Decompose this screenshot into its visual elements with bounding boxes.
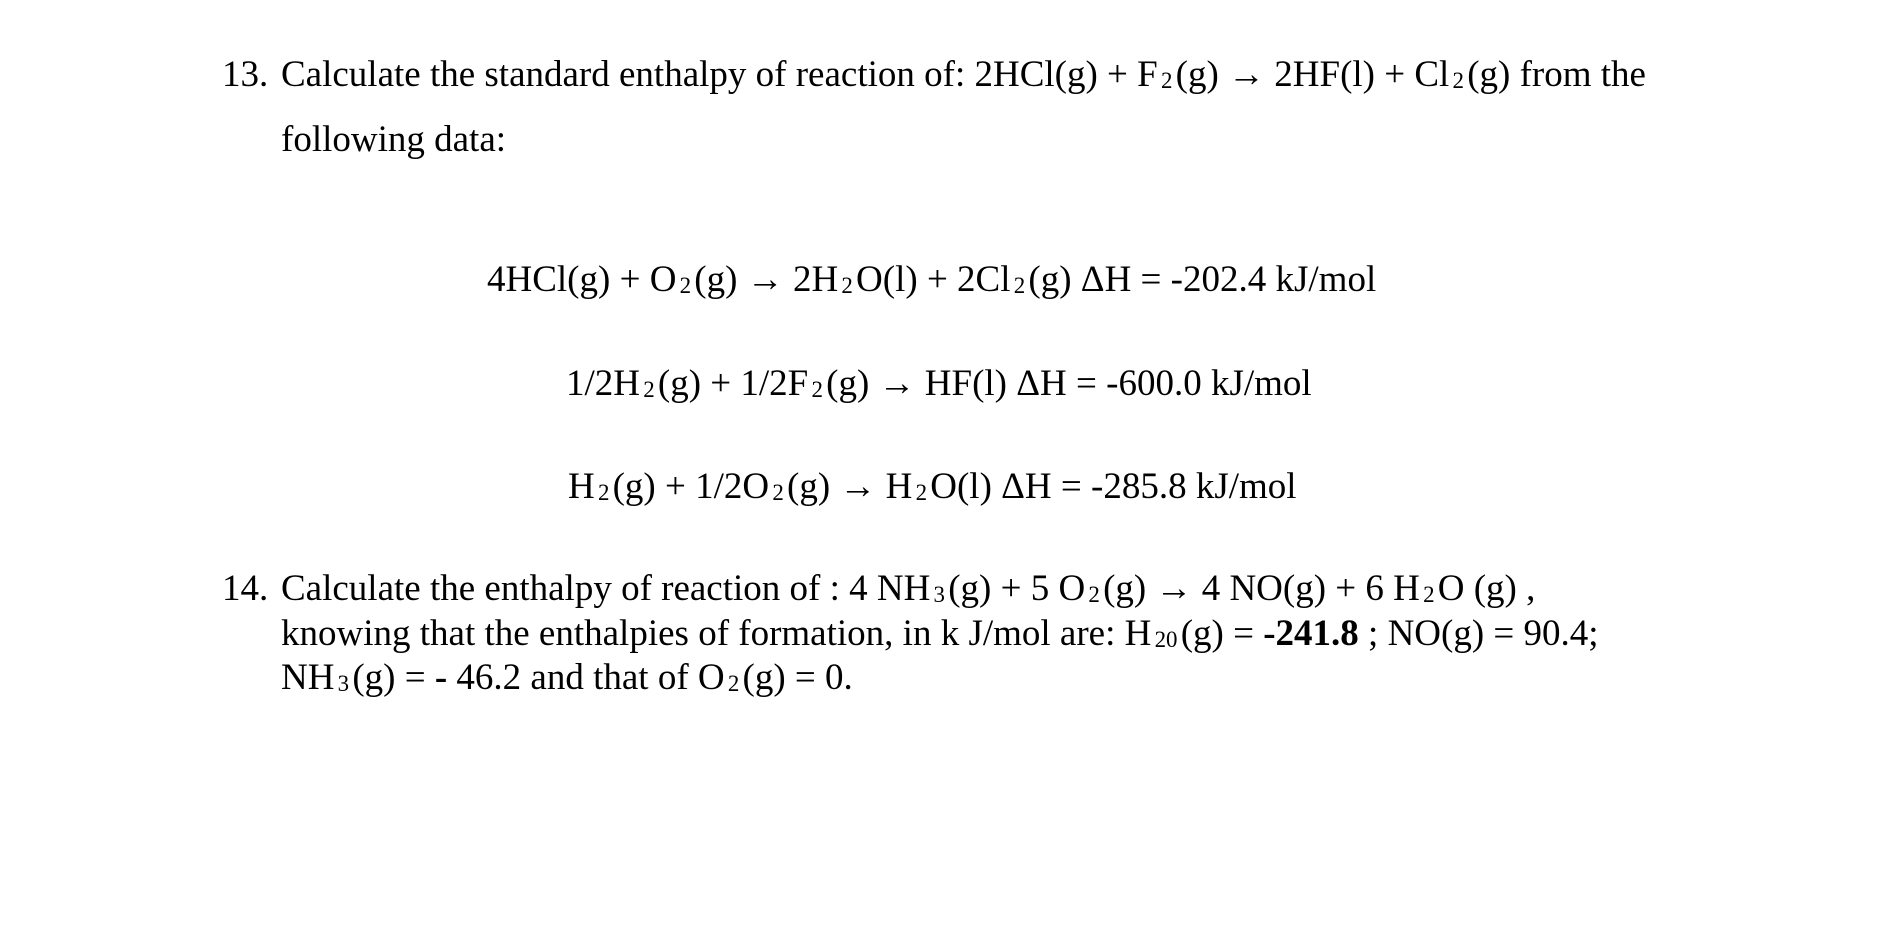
reaction-2-part: (g) + 1/2F: [657, 363, 809, 404]
question-14-line-1: [281, 567, 1535, 615]
reaction-2-subscript: 2: [811, 376, 823, 402]
reaction-1-part: O(l) + 2Cl: [856, 259, 1011, 300]
q14-subscript: 3: [337, 670, 350, 696]
reaction-2: [566, 362, 1312, 410]
reaction-3-part: (g) + 1/2O: [612, 466, 770, 507]
question-14-number: 14.: [222, 568, 269, 609]
q13-intro: Calculate the standard enthalpy of reaction of: 2HCl(g) + F: [281, 54, 1158, 95]
q14-subscript: 2: [1088, 581, 1100, 607]
q13-cl2-subscript: 2: [1452, 67, 1464, 93]
q14-text: Calculate the enthalpy of reaction of : 4 NH: [281, 568, 931, 609]
reaction-1-subscript: 2: [1013, 272, 1026, 298]
question-13-number: 13.: [222, 54, 269, 95]
reaction-1-part: 4HCl(g) + O: [487, 259, 677, 300]
q13-tail: (g) from the: [1467, 54, 1646, 95]
q14-subscript: 3: [933, 581, 945, 607]
reaction-3-subscript: 2: [772, 479, 784, 505]
reaction-3-subscript: 2: [597, 479, 610, 505]
q14-text: O (g) ,: [1437, 568, 1536, 609]
q14-text: 46.2 and that of O: [447, 657, 725, 698]
reaction-3: [568, 465, 1297, 513]
q14-subscript: 20: [1154, 626, 1178, 652]
question-14-line-2: [281, 612, 1599, 660]
q14-text: (g) =: [352, 657, 435, 698]
reaction-1-subscript: 2: [679, 272, 692, 298]
reaction-3-part: H: [568, 466, 595, 507]
q13-f2-subscript: 2: [1160, 67, 1173, 93]
reaction-2-subscript: 2: [643, 376, 655, 402]
q14-text: (g) + 5 O: [948, 568, 1086, 609]
reaction-3-enthalpy: O(l) ΔH = -285.8 kJ/mol: [930, 466, 1297, 507]
q14-text: (g) = 0.: [742, 657, 853, 698]
reaction-3-part: (g) → H: [787, 466, 913, 507]
reaction-2-part: 1/2H: [566, 363, 640, 404]
q14-text: knowing that the enthalpies of formation, in k J/mol are: H: [281, 613, 1152, 654]
q14-subscript: 2: [1423, 581, 1435, 607]
reaction-1: [487, 258, 1376, 306]
question-14-line-3: [281, 656, 853, 704]
q14-minus-sign: -: [434, 657, 448, 698]
q14-water-enthalpy-value: -241.8: [1263, 613, 1359, 654]
q13-mid: (g) → 2HF(l) + Cl: [1175, 54, 1450, 95]
reaction-1-subscript: 2: [841, 272, 853, 298]
question-13-text: [281, 53, 1646, 101]
reaction-1-enthalpy: (g) ΔH = -202.4 kJ/mol: [1028, 259, 1377, 300]
q14-text: (g) =: [1180, 613, 1264, 654]
reaction-1-part: (g) → 2H: [694, 259, 839, 300]
q14-text: (g) → 4 NO(g) + 6 H: [1103, 568, 1420, 609]
reaction-3-subscript: 2: [915, 479, 928, 505]
reaction-2-enthalpy: (g) → HF(l) ΔH = -600.0 kJ/mol: [826, 363, 1312, 404]
question-13-text-continued: following data:: [281, 119, 507, 160]
q14-text: ; NO(g) = 90.4;: [1358, 613, 1599, 654]
q14-text: NH: [281, 657, 335, 698]
q14-subscript: 2: [727, 670, 740, 696]
